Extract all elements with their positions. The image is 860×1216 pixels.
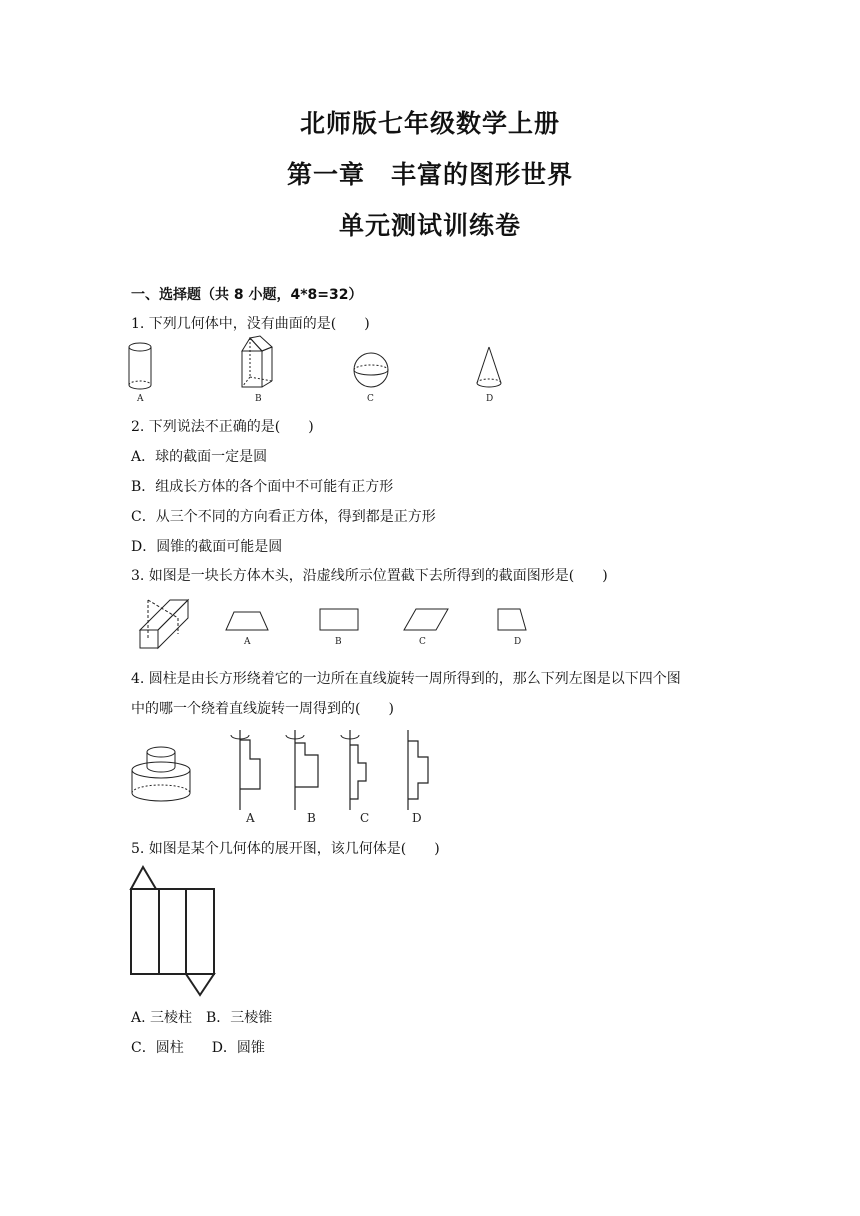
- question-2-stem: 2. 下列说法不正确的是( ): [131, 419, 314, 435]
- cuboid-block-figure: [140, 600, 188, 648]
- test-title: 单元测试训练卷: [338, 211, 521, 240]
- option-label-b: B: [307, 811, 316, 825]
- option-label-b: B: [255, 394, 262, 404]
- question-3-stem: 3. 如图是一块长方体木头，沿虚线所示位置截下去所得到的截面图形是( ): [131, 568, 608, 584]
- triangular-prism-figure: [242, 336, 272, 387]
- prism-net-figure: [128, 862, 223, 1002]
- question-2-option-a: A．球的截面一定是圆: [131, 449, 268, 465]
- option-label-a: A: [244, 637, 251, 647]
- question-5-options-row-2: C．圆柱 D．圆锥: [131, 1040, 265, 1056]
- option-label-c: C: [419, 637, 426, 647]
- question-4-stem-line-2: 中的哪一个绕着直线旋转一周得到的( ): [131, 701, 394, 717]
- option-label-a: A: [137, 394, 144, 404]
- option-label-c: C: [360, 811, 370, 825]
- question-4-figures: [130, 725, 450, 825]
- option-label-b: B: [335, 637, 342, 647]
- rectangle-option: [320, 609, 358, 630]
- option-label-d: D: [486, 394, 494, 404]
- section-heading: 一、选择题（共 8 小题，4*8=32）: [131, 287, 363, 303]
- option-label-c: C: [367, 394, 374, 404]
- question-5-stem: 5. 如图是某个几何体的展开图，该几何体是( ): [131, 841, 440, 857]
- question-2-option-d: D．圆锥的截面可能是圆: [131, 539, 283, 555]
- profile-option-b: [286, 730, 318, 810]
- question-5-options-row-1: A. 三棱柱 B．三棱锥: [131, 1010, 273, 1026]
- chapter-title: 第一章 丰富的图形世界: [286, 160, 573, 189]
- option-label-d: D: [514, 637, 522, 647]
- question-4-stem-line-1: 4. 圆柱是由长方形绕着它的一边所在直线旋转一周所得到的，那么下列左图是以下四个图: [131, 671, 681, 687]
- question-2-option-c: C．从三个不同的方向看正方体，得到都是正方形: [131, 509, 436, 525]
- profile-option-d: [408, 730, 428, 810]
- trapezoid-option: [226, 612, 268, 630]
- question-1-stem: 1. 下列几何体中，没有曲面的是( ): [131, 316, 370, 332]
- profile-option-c: [341, 730, 366, 810]
- option-label-d: D: [412, 811, 422, 825]
- question-3-figures: [130, 590, 550, 655]
- sphere-figure: [354, 353, 388, 387]
- document-title: 北师版七年级数学上册: [299, 109, 560, 138]
- profile-option-a: [231, 730, 260, 810]
- cylinder-figure: [129, 343, 151, 389]
- stacked-cylinders-figure: [132, 747, 190, 801]
- right-trapezoid-option: [498, 609, 526, 630]
- question-1-figures: [120, 335, 520, 405]
- cone-figure: [477, 347, 501, 387]
- question-2-option-b: B．组成长方体的各个面中不可能有正方形: [131, 479, 394, 495]
- option-label-a: A: [246, 811, 255, 825]
- parallelogram-option: [404, 609, 448, 630]
